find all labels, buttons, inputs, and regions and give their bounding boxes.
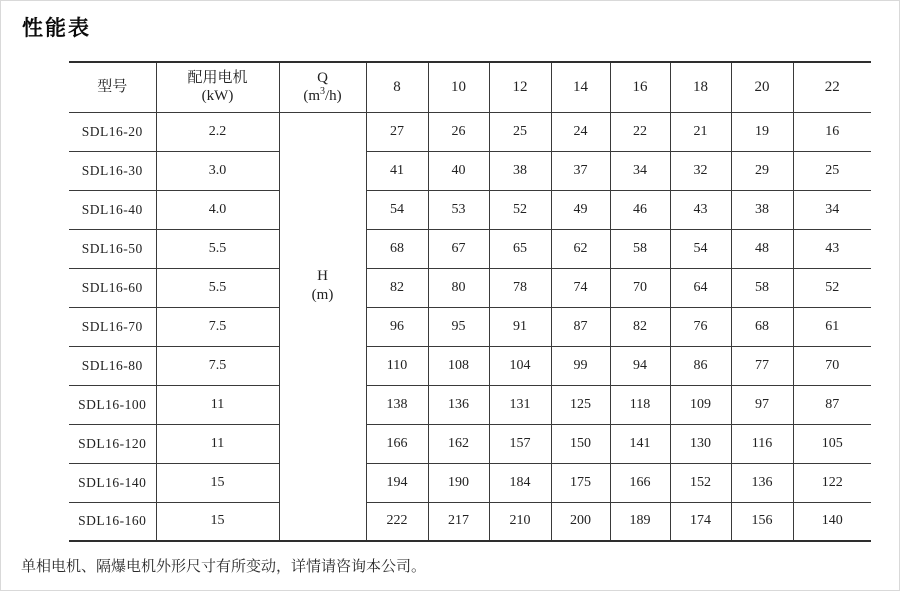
header-row — [69, 62, 871, 112]
flow-symbol: Q — [317, 69, 328, 86]
flow-value-header: 12 — [489, 62, 551, 112]
head-value-cell: 58 — [731, 268, 793, 307]
head-value-cell: 70 — [610, 268, 670, 307]
head-value-cell: 125 — [551, 385, 610, 424]
model-cell: SDL16-100 — [69, 385, 156, 424]
head-value-cell: 175 — [551, 463, 610, 502]
table-row — [69, 112, 871, 151]
head-value-cell: 189 — [610, 502, 670, 541]
flow-unit-open: (m — [303, 88, 320, 105]
head-value-cell: 108 — [428, 346, 489, 385]
head-value-cell: 80 — [428, 268, 489, 307]
head-value-cell: 116 — [731, 424, 793, 463]
head-value-cell: 52 — [793, 268, 871, 307]
flow-unit — [303, 88, 341, 104]
table-row — [69, 502, 871, 541]
model-cell: SDL16-60 — [69, 268, 156, 307]
head-value-cell: 82 — [610, 307, 670, 346]
head-value-cell: 138 — [366, 385, 428, 424]
col-header-motor — [156, 62, 279, 112]
flow-unit-close: /h) — [325, 88, 342, 105]
head-value-cell: 78 — [489, 268, 551, 307]
head-value-cell: 96 — [366, 307, 428, 346]
col-header-flow — [279, 62, 366, 112]
motor-unit: (kW) — [201, 88, 234, 105]
head-value-cell: 131 — [489, 385, 551, 424]
head-value-cell: 25 — [793, 151, 871, 190]
power-cell: 7.5 — [156, 307, 279, 346]
head-value-cell: 174 — [670, 502, 731, 541]
table-row — [69, 190, 871, 229]
head-value-cell: 109 — [670, 385, 731, 424]
head-value-cell: 91 — [489, 307, 551, 346]
head-value-cell: 141 — [610, 424, 670, 463]
page-title: 性能表 — [22, 17, 91, 40]
head-value-cell: 52 — [489, 190, 551, 229]
head-value-cell: 74 — [551, 268, 610, 307]
head-value-cell: 53 — [428, 190, 489, 229]
head-value-cell: 54 — [670, 229, 731, 268]
table-row — [69, 385, 871, 424]
head-value-cell: 110 — [366, 346, 428, 385]
head-value-cell: 140 — [793, 502, 871, 541]
head-value-cell: 157 — [489, 424, 551, 463]
model-cell: SDL16-70 — [69, 307, 156, 346]
head-value-cell: 166 — [366, 424, 428, 463]
head-value-cell: 46 — [610, 190, 670, 229]
flow-value-header: 8 — [366, 62, 428, 112]
head-value-cell: 43 — [793, 229, 871, 268]
power-cell: 4.0 — [156, 190, 279, 229]
head-value-cell: 25 — [489, 112, 551, 151]
model-cell: SDL16-50 — [69, 229, 156, 268]
table-row — [69, 268, 871, 307]
flow-value-header: 16 — [610, 62, 670, 112]
head-value-cell: 62 — [551, 229, 610, 268]
head-value-cell: 34 — [793, 190, 871, 229]
head-value-cell: 152 — [670, 463, 731, 502]
head-value-cell: 48 — [731, 229, 793, 268]
head-value-cell: 136 — [731, 463, 793, 502]
footnote: 单相电机、隔爆电机外形尺寸有所变动，详情请咨询本公司。 — [21, 559, 427, 575]
head-value-cell: 54 — [366, 190, 428, 229]
head-value-cell: 40 — [428, 151, 489, 190]
model-cell: SDL16-20 — [69, 112, 156, 151]
head-value-cell: 86 — [670, 346, 731, 385]
power-cell: 15 — [156, 463, 279, 502]
model-cell: SDL16-30 — [69, 151, 156, 190]
flow-value-header: 20 — [731, 62, 793, 112]
performance-table — [69, 61, 871, 542]
head-value-cell: 24 — [551, 112, 610, 151]
head-value-cell: 118 — [610, 385, 670, 424]
power-cell: 3.0 — [156, 151, 279, 190]
head-value-cell: 68 — [366, 229, 428, 268]
flow-unit-exponent: 3 — [320, 86, 325, 98]
head-value-cell: 65 — [489, 229, 551, 268]
head-value-cell: 21 — [670, 112, 731, 151]
head-value-cell: 150 — [551, 424, 610, 463]
power-cell: 7.5 — [156, 346, 279, 385]
head-value-cell: 26 — [428, 112, 489, 151]
power-cell: 11 — [156, 424, 279, 463]
head-value-cell: 82 — [366, 268, 428, 307]
head-value-cell: 77 — [731, 346, 793, 385]
flow-value-header: 18 — [670, 62, 731, 112]
power-cell: 15 — [156, 502, 279, 541]
head-value-cell: 76 — [670, 307, 731, 346]
head-value-cell: 136 — [428, 385, 489, 424]
table-row — [69, 151, 871, 190]
head-value-cell: 194 — [366, 463, 428, 502]
head-value-cell: 156 — [731, 502, 793, 541]
table-row — [69, 424, 871, 463]
power-cell: 2.2 — [156, 112, 279, 151]
head-value-cell: 38 — [731, 190, 793, 229]
head-value-cell: 64 — [670, 268, 731, 307]
flow-value-header: 14 — [551, 62, 610, 112]
table-row — [69, 463, 871, 502]
head-value-cell: 22 — [610, 112, 670, 151]
head-value-cell: 29 — [731, 151, 793, 190]
flow-value-header: 10 — [428, 62, 489, 112]
power-cell: 11 — [156, 385, 279, 424]
head-value-cell: 38 — [489, 151, 551, 190]
head-value-cell: 61 — [793, 307, 871, 346]
head-value-cell: 41 — [366, 151, 428, 190]
table-row — [69, 307, 871, 346]
head-value-cell: 210 — [489, 502, 551, 541]
head-value-cell: 70 — [793, 346, 871, 385]
head-value-cell: 190 — [428, 463, 489, 502]
head-value-cell: 94 — [610, 346, 670, 385]
power-cell: 5.5 — [156, 229, 279, 268]
head-symbol: H — [317, 267, 328, 284]
model-cell: SDL16-40 — [69, 190, 156, 229]
head-value-cell: 87 — [551, 307, 610, 346]
head-value-cell: 105 — [793, 424, 871, 463]
head-value-cell: 37 — [551, 151, 610, 190]
head-value-cell: 166 — [610, 463, 670, 502]
table-row — [69, 229, 871, 268]
model-cell: SDL16-140 — [69, 463, 156, 502]
head-value-cell: 27 — [366, 112, 428, 151]
motor-label: 配用电机 — [187, 69, 248, 86]
head-value-cell: 68 — [731, 307, 793, 346]
head-value-cell: 67 — [428, 229, 489, 268]
head-value-cell: 122 — [793, 463, 871, 502]
head-value-cell: 217 — [428, 502, 489, 541]
head-value-cell: 58 — [610, 229, 670, 268]
head-value-cell: 87 — [793, 385, 871, 424]
head-value-cell: 34 — [610, 151, 670, 190]
model-cell: SDL16-120 — [69, 424, 156, 463]
head-value-cell: 222 — [366, 502, 428, 541]
head-value-cell: 19 — [731, 112, 793, 151]
table-row — [69, 346, 871, 385]
flow-value-header: 22 — [793, 62, 871, 112]
head-unit: (m) — [311, 287, 334, 304]
head-value-cell: 99 — [551, 346, 610, 385]
head-value-cell: 162 — [428, 424, 489, 463]
col-header-model: 型号 — [69, 62, 156, 112]
head-value-cell: 43 — [670, 190, 731, 229]
model-cell: SDL16-160 — [69, 502, 156, 541]
head-value-cell: 95 — [428, 307, 489, 346]
head-value-cell: 97 — [731, 385, 793, 424]
head-value-cell: 32 — [670, 151, 731, 190]
head-unit-cell — [279, 112, 366, 541]
head-value-cell: 104 — [489, 346, 551, 385]
head-value-cell: 184 — [489, 463, 551, 502]
head-value-cell: 130 — [670, 424, 731, 463]
model-cell: SDL16-80 — [69, 346, 156, 385]
head-value-cell: 16 — [793, 112, 871, 151]
power-cell: 5.5 — [156, 268, 279, 307]
head-value-cell: 200 — [551, 502, 610, 541]
head-value-cell: 49 — [551, 190, 610, 229]
